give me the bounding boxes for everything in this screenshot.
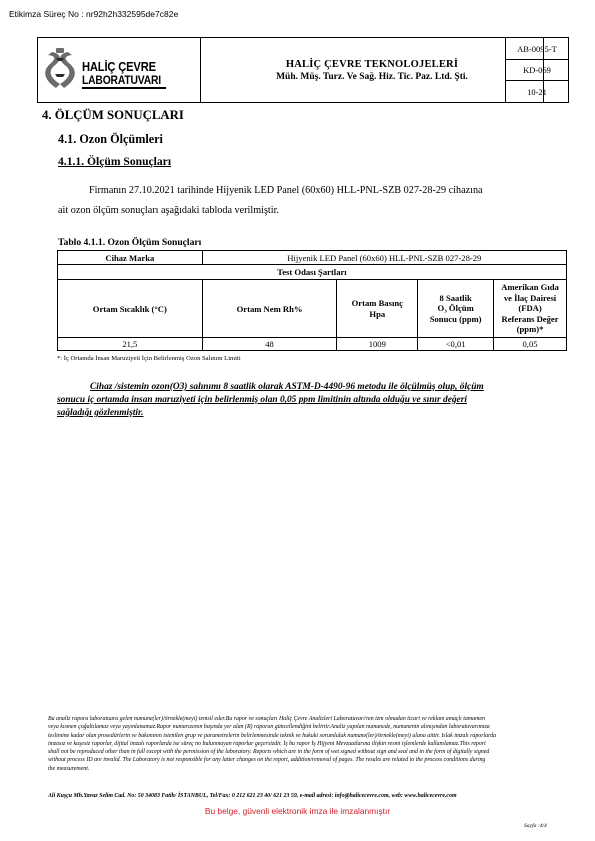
header-fda-line2: ve İlaç Dairesi xyxy=(503,292,557,303)
header-fda-line5: (ppm)* xyxy=(516,324,544,335)
intro-line-1: Firmanın 27.10.2021 tarihinde Hijyenik LED Panel (60x60) HLL-PNL-SZB 027-28-29 cihazına xyxy=(89,185,483,196)
doc-code: AB-0095-T xyxy=(505,38,568,60)
table-caption: Tablo 4.1.1. Ozon Ölçüm Sonuçları xyxy=(58,237,202,248)
header-fda-line4: Referans Değer xyxy=(501,313,559,324)
sub-subsection-heading: 4.1.1. Ölçüm Sonuçları xyxy=(58,155,172,168)
doc-code-2: KD-069 xyxy=(505,60,568,81)
header-temperature: Ortam Sıcaklık (°C) xyxy=(58,280,203,338)
header-fda-line1: Amerikan Gıda xyxy=(501,282,559,293)
header-ozone-line3: Sonucu (ppm) xyxy=(429,313,482,324)
disclaimer-line: without process ID are invalid. The Laboratory is not responsible for any latter changes on the report, addition/removal of pages. The results are related to the process conditions during xyxy=(48,757,486,764)
value-humidity: 48 xyxy=(202,338,337,351)
header-humidity: Ortam Nem Rh% xyxy=(202,280,337,338)
header-pressure-line2: Hpa xyxy=(369,308,386,319)
disclaimer-line: teslimine kadar olan prosedürlerin ve bakımının istenilen grup ve parametrelerin belirlenmesinde teknik ve hukuki sorumluluk numune(ler)/örnekle(meyi) alana aittir. Islak imzalı raporlarda xyxy=(48,732,497,739)
header-pressure xyxy=(337,280,418,338)
device-label-cell: Cihaz Marka xyxy=(58,251,203,265)
logo-underline xyxy=(82,87,166,89)
doc-revision: 10-21 xyxy=(505,81,568,102)
disclaimer-line: shall not be reproduced other than in full except with the permission of the laboratory. Reports which are in the form of wet signed without sign and seal and in the form of digitally signed xyxy=(48,749,490,756)
page-number: Sayfa :4/4 xyxy=(524,823,547,829)
value-ozone: <0,01 xyxy=(418,338,494,351)
intro-line-2: ait ozon ölçüm sonuçları aşağıdaki tabloda verilmiştir. xyxy=(58,205,279,216)
header-fda xyxy=(494,280,567,338)
report-header xyxy=(37,37,569,103)
lab-logo xyxy=(38,38,201,102)
header-ozone xyxy=(418,280,494,338)
company-subtitle: Müh. Müş. Turz. Ve Sağ. Hiz. Tic. Paz. Ltd. Şti. xyxy=(276,71,468,82)
device-value-cell: Hijyenik LED Panel (60x60) HLL-PNL-SZB 027-28-29 xyxy=(202,251,566,265)
value-pressure: 1009 xyxy=(337,338,418,351)
lab-address: Ali Kuşçu Mh.Yavuz Selim Cad. No: 50 34083 Fatih/ İSTANBUL, Tel/Fax: 0 212 621 23 40/ 621 23 59, e-mail adresi: info@halicecevre.com, web: www.halicecevre.com xyxy=(48,793,457,799)
subsection-heading: 4.1. Ozon Ölçümleri xyxy=(58,132,163,146)
conditions-title-cell: Test Odası Şartları xyxy=(58,265,567,280)
company-name: HALİÇ ÇEVRE TEKNOLOJELERİ xyxy=(285,58,459,70)
company-cell xyxy=(201,38,544,102)
value-fda: 0,05 xyxy=(494,338,567,351)
ozone-results-table xyxy=(57,250,567,351)
conclusion xyxy=(57,381,569,420)
header-ozone-line2: O₃ Ölçüm xyxy=(437,303,474,314)
signature-process-id: Etikimza Süreç No : nr92h2h332595de7c82e xyxy=(9,9,179,19)
legal-disclaimer xyxy=(48,715,568,773)
disclaimer-line: Bu analiz raporu laboratuara gelen numune(ler)/örnekle(meyi) temsil eder.Bu rapor ve sonuçları Haliç Çevre Analizleri Laboratuvarı'nın iznı olmadan ticari ve reklam amaçlı tamamen xyxy=(48,716,485,722)
esignature-note: Bu belge, güvenli elektronik imza ile imzalanmıştır xyxy=(204,806,391,816)
disclaimer-line: the measurement. xyxy=(48,765,90,772)
conclusion-line-3: sağladığı gözlenmiştir. xyxy=(57,408,144,418)
conclusion-line-1: Cihaz /sistemin ozon(O3) salınımı 8 saatlik olarak ASTM-D-4490-96 metodu ile ölçülmüş olup, ölçüm xyxy=(90,382,484,392)
header-ozone-line1: 8 Saatlik xyxy=(439,292,472,303)
section-heading: 4. ÖLÇÜM SONUÇLARI xyxy=(42,108,184,122)
disclaimer-line: veya kısmen çoğaltılamaz veya yayınlanamaz.Rapor numarasının başında yer alan (R) raporun güncellendiğini belirtir.Analiz yapılan numunede, numunenin alınışından laboratuvarımıza xyxy=(48,724,490,731)
table-footnote: *: İç Ortamda İnsan Maruziyeti İçin Belirlenmiş Ozon Salınım Limiti xyxy=(57,355,241,362)
intro-paragraph xyxy=(58,181,568,221)
logo-text-line2: LABORATUVARI xyxy=(82,73,161,87)
value-temperature: 21,5 xyxy=(58,338,203,351)
header-pressure-line1: Ortam Basınç xyxy=(351,297,403,308)
logo-text-line1: HALİÇ ÇEVRE xyxy=(82,59,156,74)
conclusion-line-2: sonucu iç ortamda insan maruziyeti için belirlenmiş olan 0,05 ppm limitinin altında olduğu ve sınır değeri xyxy=(57,395,467,405)
disclaimer-line: imzasız ve kaşesiz raporlar, dijital imzalı raporlarda ise süreç no bulunmayan raporlar geçersizdir. İş bu rapor İş Hijyeni Mevzuatlarına ilişkin resmi işlemlerde kullanılamaz.This report xyxy=(48,740,486,747)
header-fda-line3: (FDA) xyxy=(518,303,542,314)
